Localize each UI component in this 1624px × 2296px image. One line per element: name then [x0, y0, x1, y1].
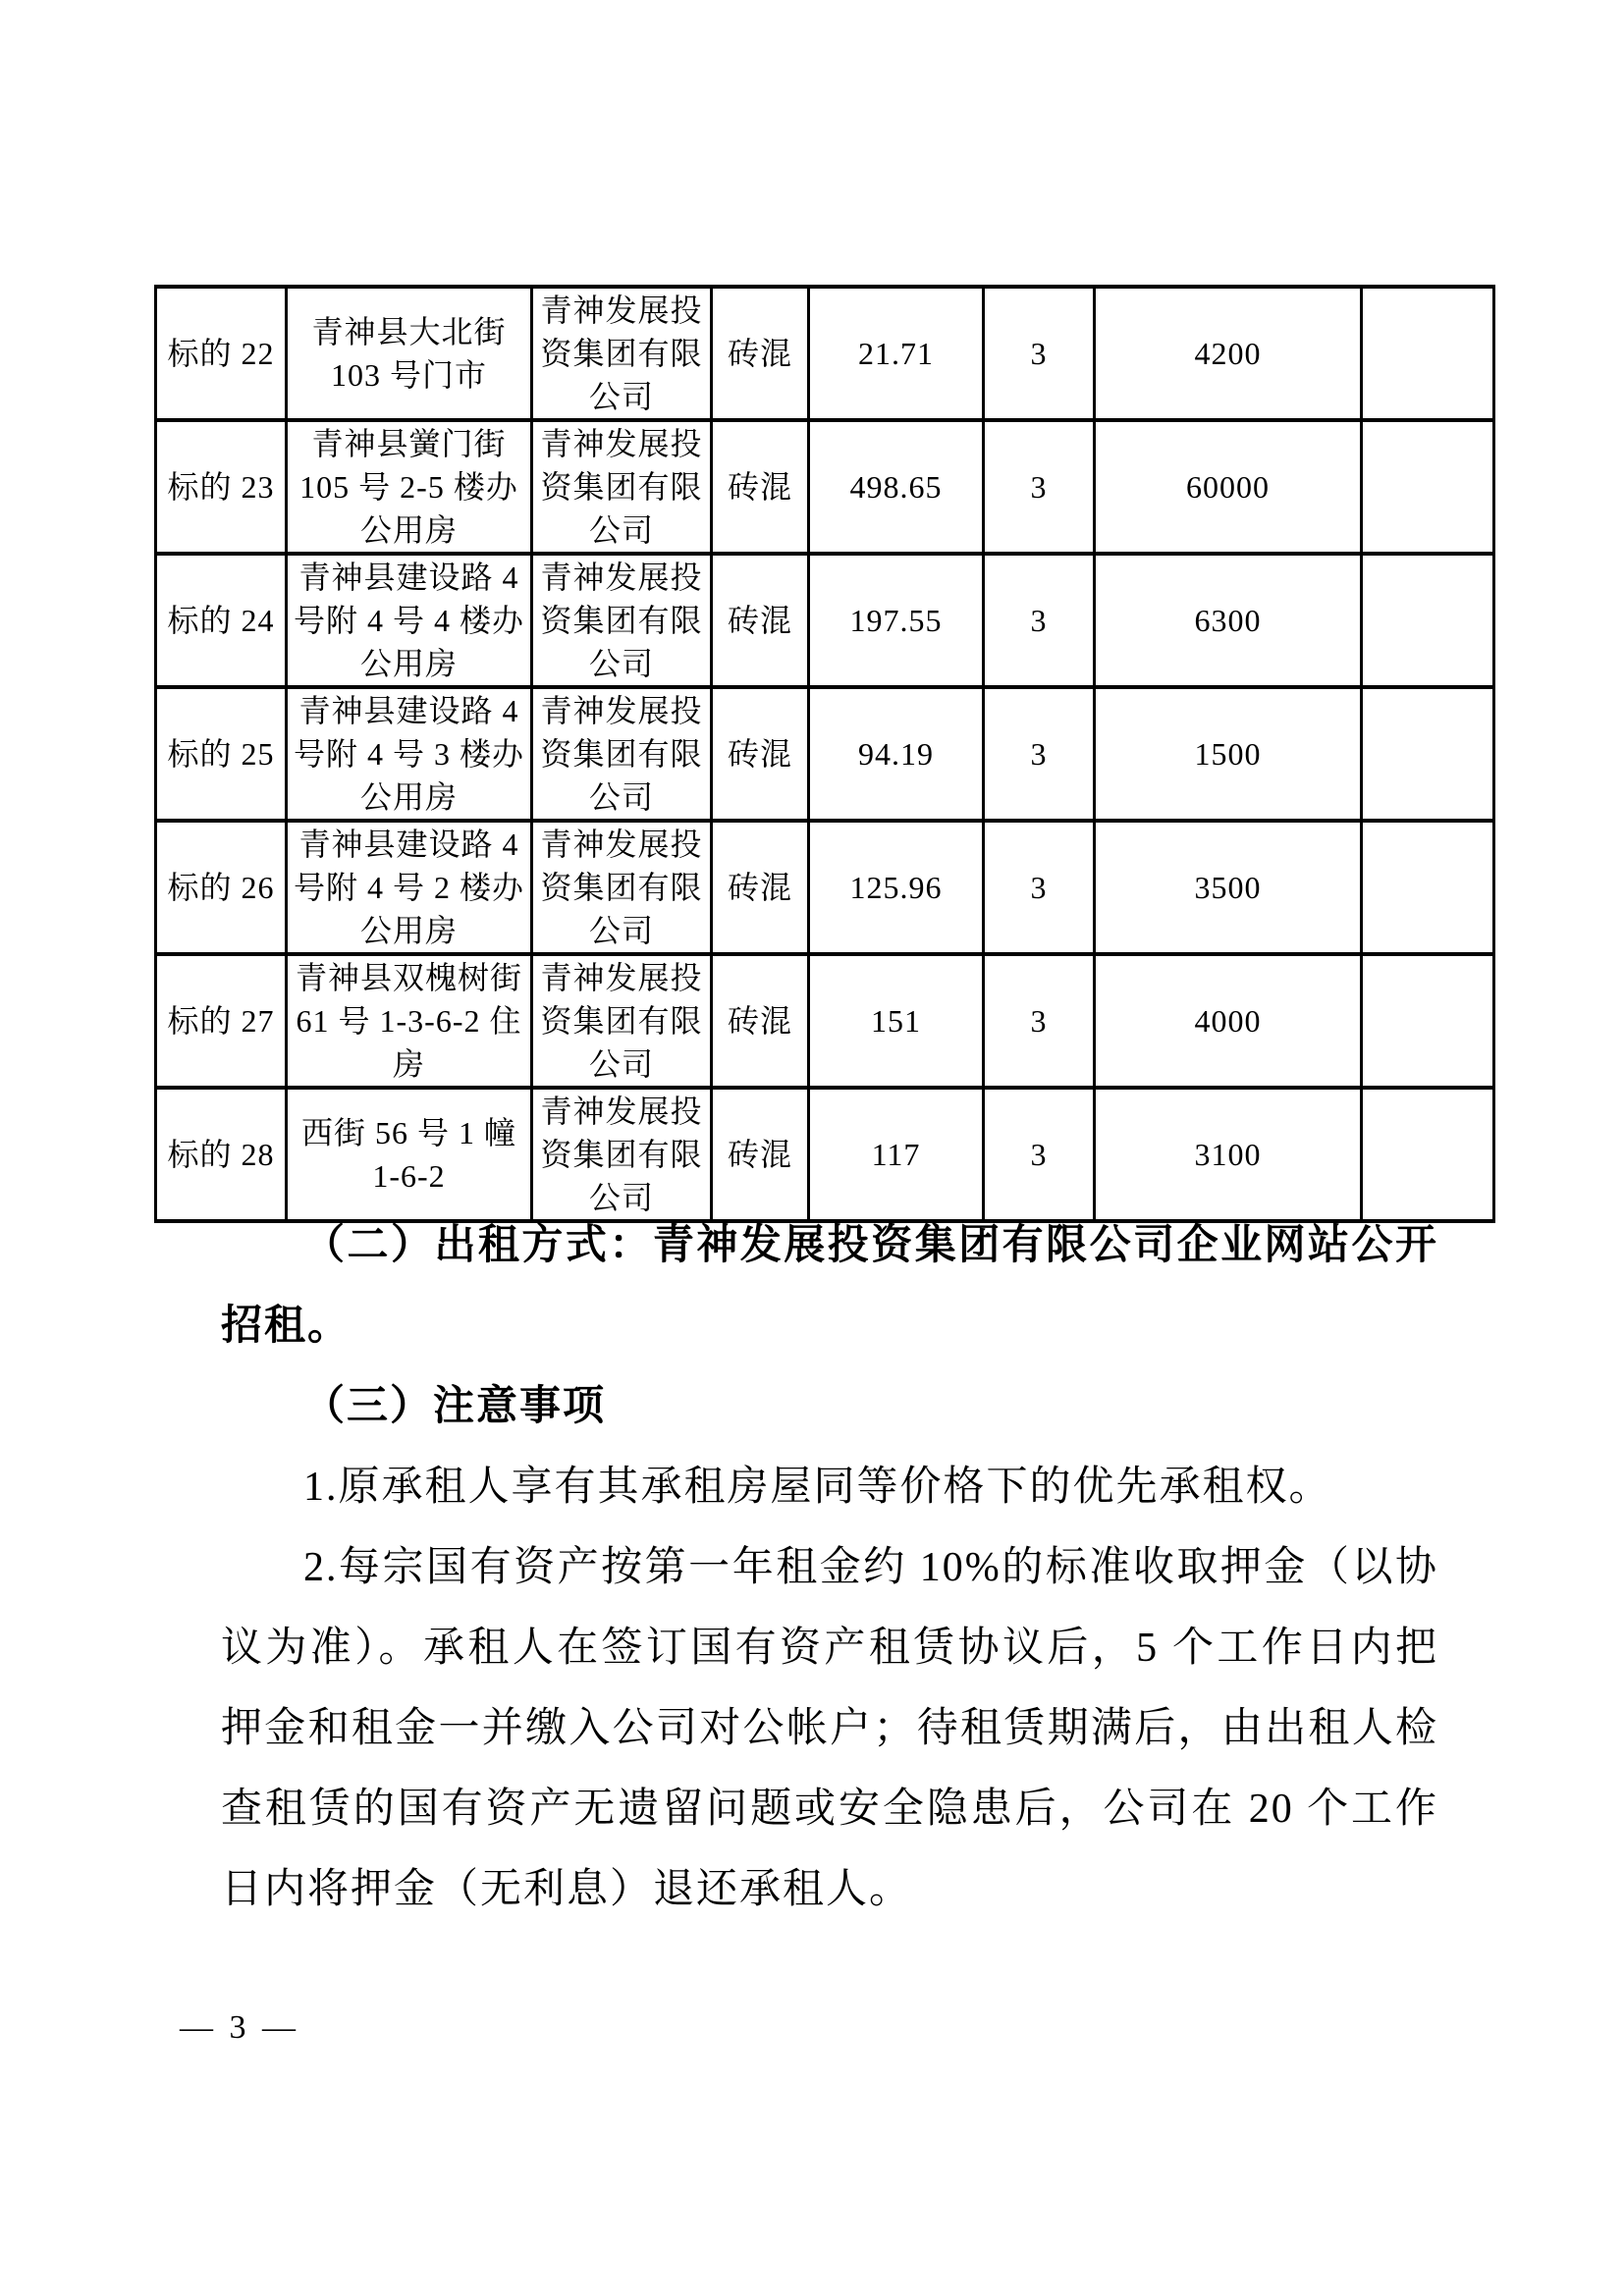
cell-address: 青神县黉门街 105 号 2-5 楼办公用房	[287, 420, 532, 554]
cell-bid-id: 标的 24	[156, 554, 287, 687]
paragraph-rental-method: （二）出租方式：青神发展投资集团有限公司企业网站公开招租。	[221, 1223, 1438, 1349]
cell-remark	[1362, 287, 1494, 420]
cell-term: 3	[984, 687, 1095, 821]
cell-bid-id: 标的 23	[156, 420, 287, 554]
cell-rent: 4000	[1095, 954, 1362, 1088]
cell-bid-id: 标的 28	[156, 1088, 287, 1221]
paragraph-note-2: 2.每宗国有资产按第一年租金约 10%的标准收取押金（以协议为准）。承租人在签订国有资产租赁协议后，5 个工作日内把押金和租金一并缴入公司对公帐户；待租赁期满后，由出租人检查租赁的国有资产无遗留问题或安全隐患后，公司在 20 个工作日内将押金（无利息）退还承租人。	[221, 1545, 1438, 1912]
cell-rent: 1500	[1095, 687, 1362, 821]
cell-owner: 青神发展投资集团有限公司	[532, 287, 712, 420]
table-row	[156, 954, 1494, 1088]
cell-term: 3	[984, 1088, 1095, 1221]
table-row	[156, 687, 1494, 821]
cell-bid-id: 标的 26	[156, 821, 287, 954]
table-row	[156, 554, 1494, 687]
cell-address: 青神县建设路 4 号附 4 号 3 楼办公用房	[287, 687, 532, 821]
cell-area: 21.71	[809, 287, 984, 420]
cell-remark	[1362, 420, 1494, 554]
cell-term: 3	[984, 554, 1095, 687]
cell-owner: 青神发展投资集团有限公司	[532, 954, 712, 1088]
cell-rent: 3500	[1095, 821, 1362, 954]
cell-structure: 砖混	[712, 420, 809, 554]
cell-area: 151	[809, 954, 984, 1088]
cell-owner: 青神发展投资集团有限公司	[532, 420, 712, 554]
cell-address: 西街 56 号 1 幢 1-6-2	[287, 1088, 532, 1221]
cell-address: 青神县建设路 4 号附 4 号 4 楼办公用房	[287, 554, 532, 687]
cell-owner: 青神发展投资集团有限公司	[532, 687, 712, 821]
cell-remark	[1362, 687, 1494, 821]
cell-bid-id: 标的 22	[156, 287, 287, 420]
cell-rent: 6300	[1095, 554, 1362, 687]
table-row	[156, 821, 1494, 954]
cell-area: 197.55	[809, 554, 984, 687]
cell-remark	[1362, 1088, 1494, 1221]
cell-remark	[1362, 954, 1494, 1088]
cell-term: 3	[984, 420, 1095, 554]
cell-rent: 4200	[1095, 287, 1362, 420]
page-number: — 3 —	[180, 2009, 299, 2046]
cell-rent: 3100	[1095, 1088, 1362, 1221]
cell-area: 498.65	[809, 420, 984, 554]
paragraph-notes-heading: （三）注意事项	[303, 1384, 607, 1429]
cell-owner: 青神发展投资集团有限公司	[532, 1088, 712, 1221]
cell-structure: 砖混	[712, 954, 809, 1088]
cell-remark	[1362, 821, 1494, 954]
cell-structure: 砖混	[712, 554, 809, 687]
cell-term: 3	[984, 954, 1095, 1088]
cell-address: 青神县建设路 4 号附 4 号 2 楼办公用房	[287, 821, 532, 954]
table-row	[156, 287, 1494, 420]
cell-structure: 砖混	[712, 687, 809, 821]
table-row	[156, 1088, 1494, 1221]
assets-table	[154, 285, 1495, 1223]
cell-area: 94.19	[809, 687, 984, 821]
cell-owner: 青神发展投资集团有限公司	[532, 554, 712, 687]
cell-rent: 60000	[1095, 420, 1362, 554]
cell-bid-id: 标的 27	[156, 954, 287, 1088]
cell-remark	[1362, 554, 1494, 687]
paragraph-note-1: 1.原承租人享有其承租房屋同等价格下的优先承租权。	[303, 1465, 1332, 1510]
cell-address: 青神县双槐树街 61 号 1-3-6-2 住房	[287, 954, 532, 1088]
cell-address: 青神县大北街 103 号门市	[287, 287, 532, 420]
cell-structure: 砖混	[712, 1088, 809, 1221]
cell-owner: 青神发展投资集团有限公司	[532, 821, 712, 954]
cell-bid-id: 标的 25	[156, 687, 287, 821]
cell-area: 117	[809, 1088, 984, 1221]
cell-term: 3	[984, 821, 1095, 954]
cell-structure: 砖混	[712, 821, 809, 954]
cell-term: 3	[984, 287, 1095, 420]
body-text	[221, 1205, 1438, 1930]
cell-area: 125.96	[809, 821, 984, 954]
table-row	[156, 420, 1494, 554]
cell-structure: 砖混	[712, 287, 809, 420]
